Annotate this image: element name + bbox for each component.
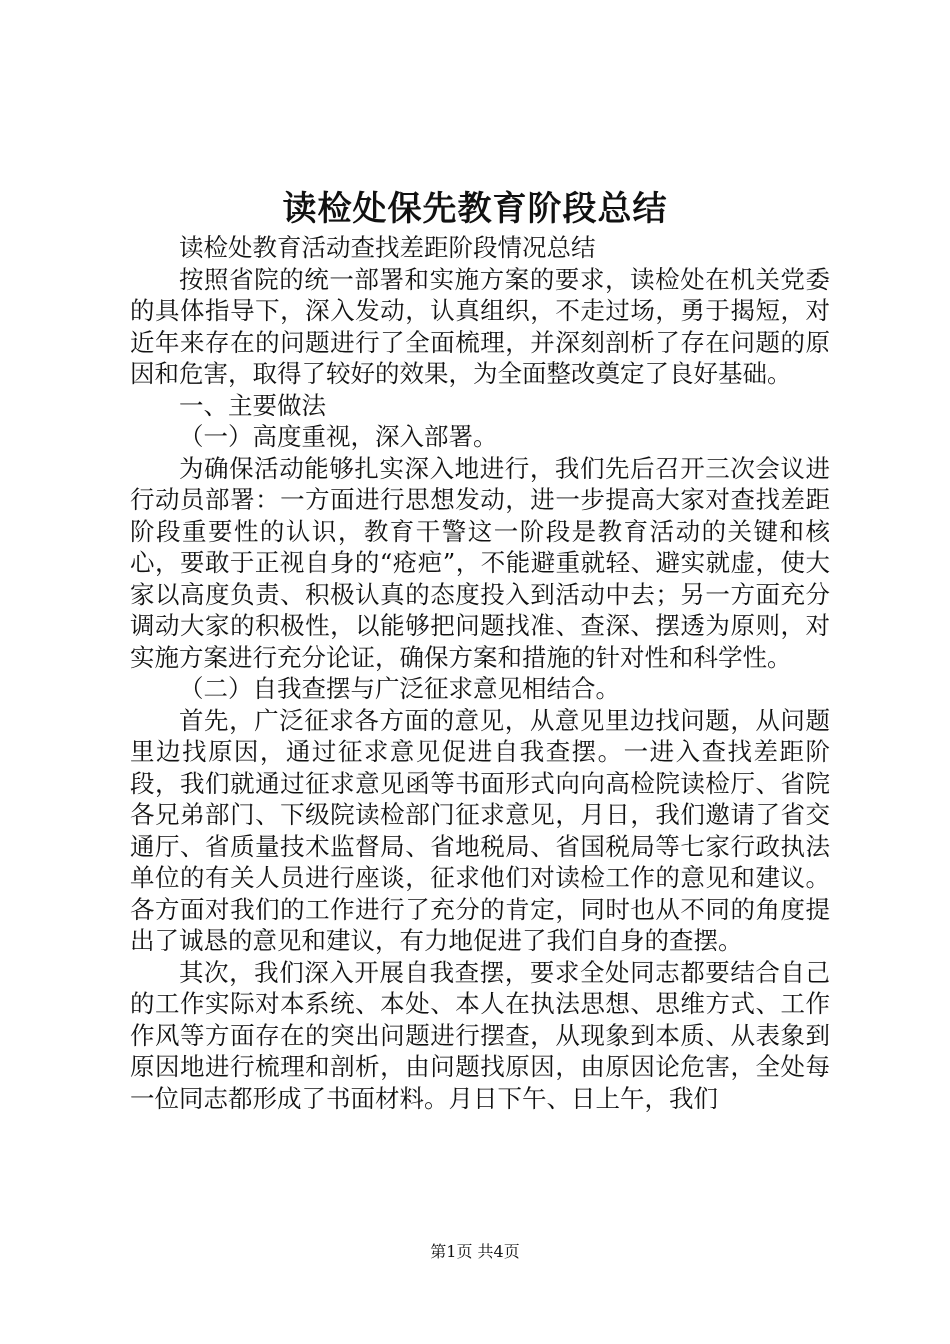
document-title: 读检处保先教育阶段总结 <box>282 189 668 229</box>
section-heading: 一、主要做法 <box>179 390 326 420</box>
body-paragraph: 首先，广泛征求各方面的意见，从意见里边找问题，从问题里边找原因，通过征求意见促进自我查摆。一进入查找差距阶段，我们就通过征求意见函等书面形式向向高检院读检厅、省院各兄弟部门、下级院读检部门征求意见，月日，我们邀请了省交通厅、省质量技术监督局、省地税局、省国税局等七家行政执法单位的有关人员进行座谈，征求他们对读检工作的意见和建议。各方面对我们的工作进行了充分的肯定，同时也从不同的角度提出了诚恳的意见和建议，有力地促进了我们自身的查摆。 <box>130 705 830 955</box>
subsection-heading: （一）高度重视，深入部署。 <box>179 422 498 451</box>
body-paragraph: 为确保活动能够扎实深入地进行，我们先后召开三次会议进行动员部署：一方面进行思想发动，进一步提高大家对查找差距阶段重要性的认识，教育干警这一阶段是教育活动的关键和核心，要敢于正视自身的“疮疤”，不能避重就轻、避实就虚，使大家以高度负责、积极认真的态度投入到活动中去；另一方面充分调动大家的积极性，以能够把问题找准、查深、摆透为原则，对实施方案进行充分论证，确保方案和措施的针对性和科学性。 <box>130 453 830 672</box>
page-footer: 第1页 共4页 <box>430 1242 520 1261</box>
subsection-heading: （二）自我查摆与广泛征求意见相结合。 <box>179 674 620 703</box>
body-paragraph: 其次，我们深入开展自我查摆，要求全处同志都要结合自己的工作实际对本系统、本处、本人在执法思想、思维方式、工作作风等方面存在的突出问题进行摆查，从现象到本质、从表象到原因地进行梳理和剖析，由问题找原因，由原因论危害，全处每一位同志都形成了书面材料。月日下午、日上午，我们 <box>130 957 830 1113</box>
subtitle-paragraph: 读检处教育活动查找差距阶段情况总结 <box>179 233 596 262</box>
intro-paragraph: 按照省院的统一部署和实施方案的要求，读检处在机关党委的具体指导下，深入发动，认真组织，不走过场，勇于揭短，对近年来存在的问题进行了全面梳理，并深刻剖析了存在问题的原因和危害，取得了较好的效果，为全面整改奠定了良好基础。 <box>130 264 830 388</box>
document-body <box>130 232 830 1114</box>
